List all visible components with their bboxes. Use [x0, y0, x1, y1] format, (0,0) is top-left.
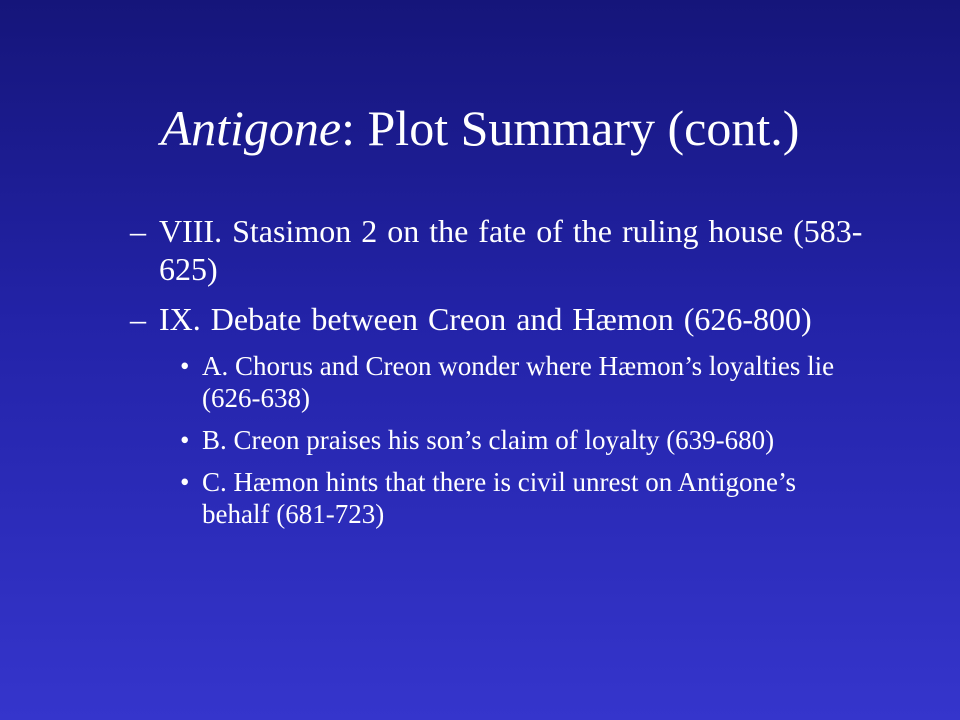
title-play-name: Antigone — [160, 100, 342, 156]
outline-item-text: IX. Debate between Creon and Hæmon (626-800) — [159, 301, 812, 337]
sub-item-text: B. Creon praises his son’s claim of loyalty (639-680) — [202, 425, 775, 455]
bullet-marker: • — [180, 467, 190, 497]
outline-item-ix — [130, 300, 870, 338]
sub-item-text: A. Chorus and Creon wonder where Hæmon’s loyalties lie (626-638) — [202, 351, 835, 413]
outline-item-viii — [130, 212, 870, 288]
sub-item-c — [180, 466, 870, 530]
dash-marker: – — [130, 213, 146, 249]
slide-content — [130, 212, 870, 540]
sub-item-a — [180, 350, 870, 414]
bullet-marker: • — [180, 351, 190, 381]
title-suffix: : Plot Summary (cont.) — [341, 100, 800, 156]
sub-item-text: C. Hæmon hints that there is civil unrest on Antigone’s behalf (681-723) — [202, 467, 796, 529]
sub-item-b — [180, 424, 870, 456]
slide-title — [0, 96, 960, 160]
dash-marker: – — [130, 301, 146, 337]
bullet-marker: • — [180, 425, 190, 455]
outline-item-text: VIII. Stasimon 2 on the fate of the ruling house (583-625) — [159, 213, 863, 287]
